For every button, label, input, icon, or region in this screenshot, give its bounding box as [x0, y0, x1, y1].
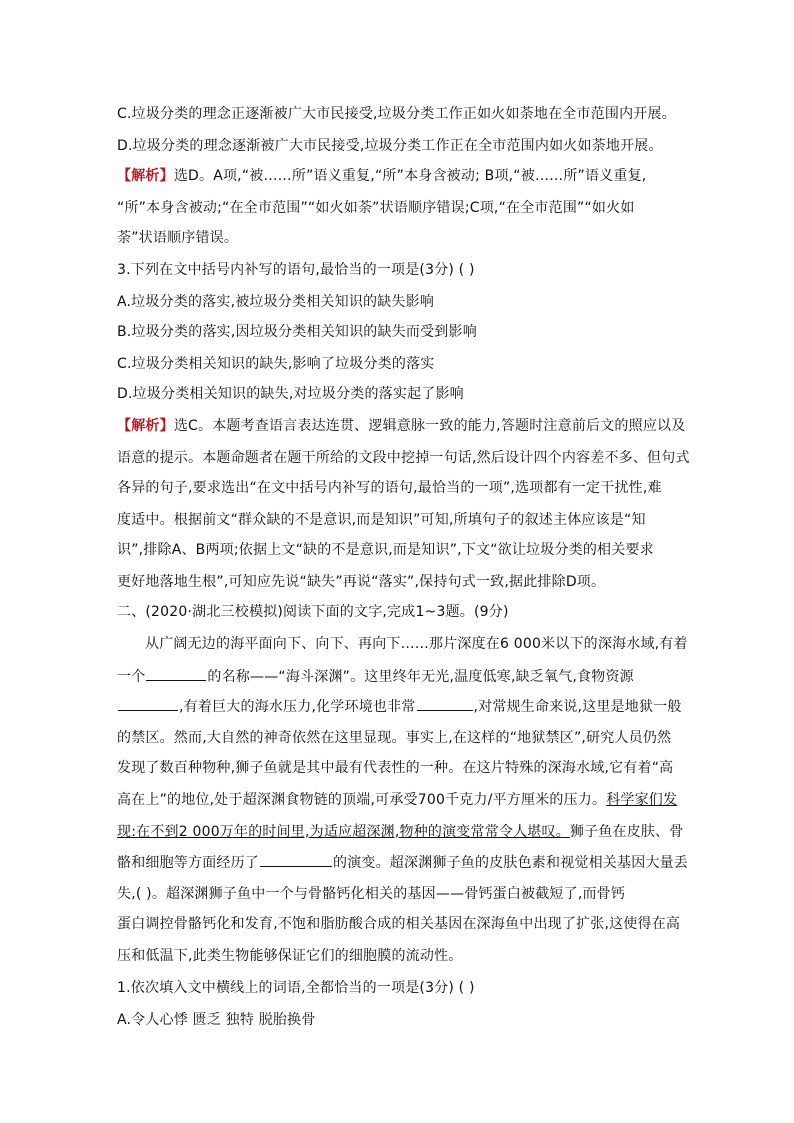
- fill-blank[interactable]: [260, 852, 332, 867]
- passage-text: ,对常规生命来说,这里是地狱一般: [473, 699, 682, 715]
- question-1-option-a: A.令人心悸 匮乏 独特 脱胎换骨: [117, 1012, 316, 1028]
- passage-text: 一个: [117, 669, 146, 685]
- fill-blank[interactable]: [118, 696, 178, 711]
- passage-line: 压和低温下,此类生物能够保证它们的细胞膜的流动性。: [117, 948, 463, 964]
- passage-text: 的名称——“海斗深渊”。这里终年无光,温度低寒,缺乏氧气,食物资源: [207, 669, 634, 685]
- question-3-stem: 3.下列在文中括号内补写的语句,最恰当的一项是(3分) ( ): [117, 262, 475, 278]
- section-two-heading: 二、(2020·湖北三校模拟)阅读下面的文字,完成1~3题。(9分): [117, 604, 509, 620]
- analysis-paragraph: [117, 416, 685, 436]
- analysis-text: 选D。A项,“被……所”语义重复,“所”本身含被动; B项,“被……所”语义重复,: [173, 168, 647, 184]
- passage-text: 骼和细胞等方面经历了: [117, 855, 259, 871]
- analysis-line: 度适中。根据前文“群众缺的不是意识,而是知识”可知,所填句子的叙述主体应该是“知: [117, 512, 646, 528]
- analysis-line: “所”本身含被动;“在全市范围”“如火如荼”状语顺序错误;C项,“在全市范围”“如火如: [117, 200, 635, 216]
- analysis-line: 识”,排除A、B两项;依据上文“缺的不是意识,而是知识”,下文“欲让垃圾分类的相关要求: [117, 542, 654, 558]
- analysis-tag: 【解析】: [117, 168, 174, 184]
- option-c-line: C.垃圾分类的理念正逐渐被广大市民接受,垃圾分类工作正如火如荼地在全市范围内开展。: [117, 106, 676, 122]
- question-3-option-b: B.垃圾分类的落实,因垃圾分类相关知识的缺失而受到影响: [117, 324, 477, 340]
- passage-line: [117, 666, 634, 687]
- underlined-sentence: 现:在不到2 000万年的时间里,为适应超深渊,物种的演变常常令人堪叹。: [117, 824, 570, 840]
- analysis-tag: 【解析】: [117, 418, 174, 434]
- passage-line: 蛋白调控骨骼钙化和发育,不饱和脂肪酸合成的相关基因在深海鱼中出现了扩张,这使得在高: [117, 916, 681, 932]
- passage-line: [117, 852, 688, 873]
- passage-text: 的演变。超深渊狮子鱼的皮肤色素和视觉相关基因大量丢: [333, 855, 688, 871]
- underlined-sentence: 科学家们发: [606, 792, 678, 808]
- passage-line: 的禁区。然而,大自然的神奇依然在这里显现。事实上,在这样的“地狱禁区”,研究人员仍然: [117, 730, 672, 746]
- analysis-paragraph: [117, 166, 646, 186]
- analysis-line: 更好地落地生根”,可知应先说“缺失”再说“落实”,保持句式一致,据此排除D项。: [117, 574, 606, 590]
- analysis-line: 荼”状语顺序错误。: [117, 230, 239, 246]
- passage-line: 从广阔无边的海平面向下、向下、再向下……那片深度在6 000米以下的深海水域,有着: [145, 636, 688, 652]
- question-1-stem: 1.依次填入文中横线上的词语,全都恰当的一项是(3分) ( ): [117, 980, 475, 996]
- passage-line: [117, 822, 684, 842]
- passage-line: 发现了数百种物种,狮子鱼就是其中最有代表性的一种。在这片特殊的深海水域,它有着“高: [117, 760, 674, 776]
- passage-line: 失,( )。超深渊狮子鱼中一个与骨骼钙化相关的基因——骨钙蛋白被截短了,而骨钙: [117, 886, 626, 902]
- analysis-line: 语意的提示。本题命题者在题干所给的文段中挖掉一句话,然后设计四个内容差不多、但句式: [117, 450, 690, 466]
- passage-line: [117, 696, 682, 717]
- analysis-text: 选C。本题考查语言表达连贯、逻辑意脉一致的能力,答题时注意前后文的照应以及: [173, 418, 686, 434]
- analysis-line: 各异的句子,要求选出“在文中括号内补写的语句,最恰当的一项”,选项都有一定干扰性,难: [117, 480, 662, 496]
- question-3-option-d: D.垃圾分类相关知识的缺失,对垃圾分类的落实起了影响: [117, 386, 464, 402]
- passage-text: 狮子鱼在皮肤、骨: [569, 824, 684, 840]
- passage-line: [117, 790, 677, 810]
- question-3-option-a: A.垃圾分类的落实,被垃圾分类相关知识的缺失影响: [117, 294, 435, 310]
- fill-blank[interactable]: [146, 666, 206, 681]
- question-3-option-c: C.垃圾分类相关知识的缺失,影响了垃圾分类的落实: [117, 356, 435, 372]
- fill-blank[interactable]: [417, 696, 473, 711]
- passage-text: 高在上”的地位,处于超深渊食物链的顶端,可承受700千克力/平方厘米的压力。: [117, 792, 607, 808]
- passage-text: ,有着巨大的海水压力,化学环境也非常: [179, 699, 416, 715]
- option-d-line: D.垃圾分类的理念逐渐被广大市民接受,垃圾分类工作正在全市范围内如火如荼地开展。: [117, 138, 663, 154]
